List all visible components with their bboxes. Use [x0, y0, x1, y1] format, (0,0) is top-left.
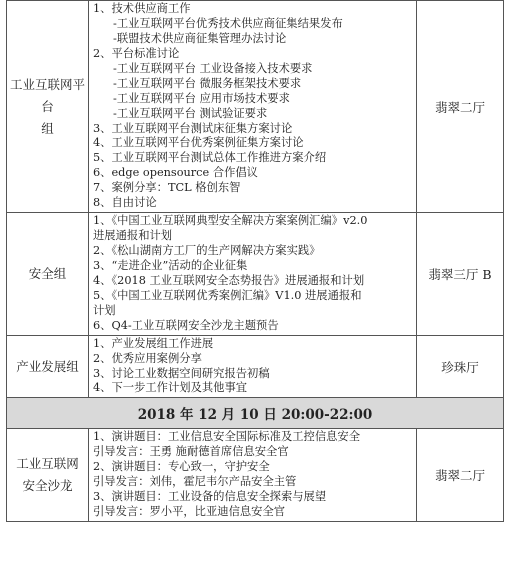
agenda-item: -工业互联网平台 微服务框架技术要求: [113, 76, 302, 90]
group-name-cell: [7, 213, 89, 336]
group-name-cell: [7, 335, 89, 398]
group-name-line: 安全沙龙: [22, 478, 73, 494]
agenda-item: 2、平台标准讨论: [93, 46, 180, 60]
agenda-item: 3、“走进企业”活动的企业征集: [93, 258, 248, 272]
agenda-item: 2、演讲题目：专心致一，守护安全: [93, 460, 270, 474]
agenda-content-cell: [89, 335, 417, 398]
agenda-item: 1、技术供应商工作: [93, 2, 191, 15]
agenda-item: 5、《中国工业互联网优秀案例汇编》V1.0 进展通报和: [93, 288, 362, 302]
venue-cell: 翡翠三厅 B: [417, 213, 504, 336]
venue-cell: 翡翠二厅: [417, 1, 504, 213]
agenda-item: 进展通报和计划: [93, 229, 173, 243]
group-name-cell: [7, 429, 89, 522]
agenda-item: 4、下一步工作计划及其他事宜: [93, 381, 248, 395]
group-name-line: 工业互联网平台: [9, 76, 85, 114]
agenda-row: [7, 429, 504, 522]
agenda-item: 6、edge opensource 合作倡议: [93, 166, 258, 180]
date-header-row: [7, 398, 504, 429]
agenda-item: 1、《中国工业互联网典型安全解决方案案例汇编》v2.0: [93, 214, 368, 228]
agenda-table: [6, 0, 504, 522]
agenda-item: 1、演讲题目：工业信息安全国际标准及工控信息安全: [93, 430, 361, 444]
agenda-item: 3、工业互联网平台测试床征集方案讨论: [93, 121, 293, 135]
agenda-item: 计划: [93, 303, 116, 317]
agenda-row: [7, 213, 504, 336]
group-name-line: 安全组: [28, 265, 67, 281]
group-name-cell: [7, 1, 89, 213]
agenda-item: -联盟技术供应商征集管理办法讨论: [113, 31, 287, 45]
agenda-row: [7, 1, 504, 213]
agenda-item: -工业互联网平台 应用市场技术要求: [113, 91, 290, 105]
agenda-item: 引导发言：罗小平，比亚迪信息安全官: [93, 505, 286, 519]
agenda-item: 4、工业互联网平台优秀案例征集方案讨论: [93, 136, 304, 150]
agenda-item: -工业互联网平台 测试验证要求: [113, 106, 268, 120]
agenda-item: 8、自由讨论: [93, 196, 157, 210]
agenda-item: 2、优秀应用案例分享: [93, 351, 202, 365]
agenda-item: -工业互联网平台优秀技术供应商征集结果发布: [113, 16, 343, 30]
agenda-item: 引导发言：刘伟，霍尼韦尔产品安全主管: [93, 475, 297, 489]
venue-cell: 珍珠厅: [417, 335, 504, 398]
agenda-item: 引导发言：王勇 施耐德首席信息安全官: [93, 445, 289, 459]
agenda-item: 3、演讲题目：工业设备的信息安全探索与展望: [93, 490, 327, 504]
date-header: 2018 年 12 月 10 日 20:00-22:00: [7, 398, 504, 429]
agenda-item: 4、《2018 工业互联网安全态势报告》进展通报和计划: [93, 273, 365, 287]
agenda-item: 6、Q4-工业互联网安全沙龙主题预告: [93, 318, 279, 332]
agenda-item: -工业互联网平台 工业设备接入技术要求: [113, 61, 313, 75]
agenda-content-cell: [89, 429, 417, 522]
agenda-item: 7、案例分享：TCL 格创东智: [93, 181, 241, 195]
group-name-line: 工业互联网: [16, 456, 79, 472]
agenda-item: 2、《松山湖南方工厂的生产网解决方案实践》: [93, 244, 321, 257]
venue-cell: 翡翠二厅: [417, 429, 504, 522]
agenda-content-cell: [89, 1, 417, 213]
agenda-item: 3、讨论工业数据空间研究报告初稿: [93, 366, 270, 380]
agenda-row: [7, 335, 504, 398]
agenda-content-cell: [89, 213, 417, 336]
group-name-line: 组: [41, 120, 54, 136]
group-name-line: 产业发展组: [16, 358, 79, 374]
agenda-item: 1、产业发展组工作进展: [93, 336, 214, 350]
agenda-item: 5、工业互联网平台测试总体工作推进方案介绍: [93, 151, 327, 165]
